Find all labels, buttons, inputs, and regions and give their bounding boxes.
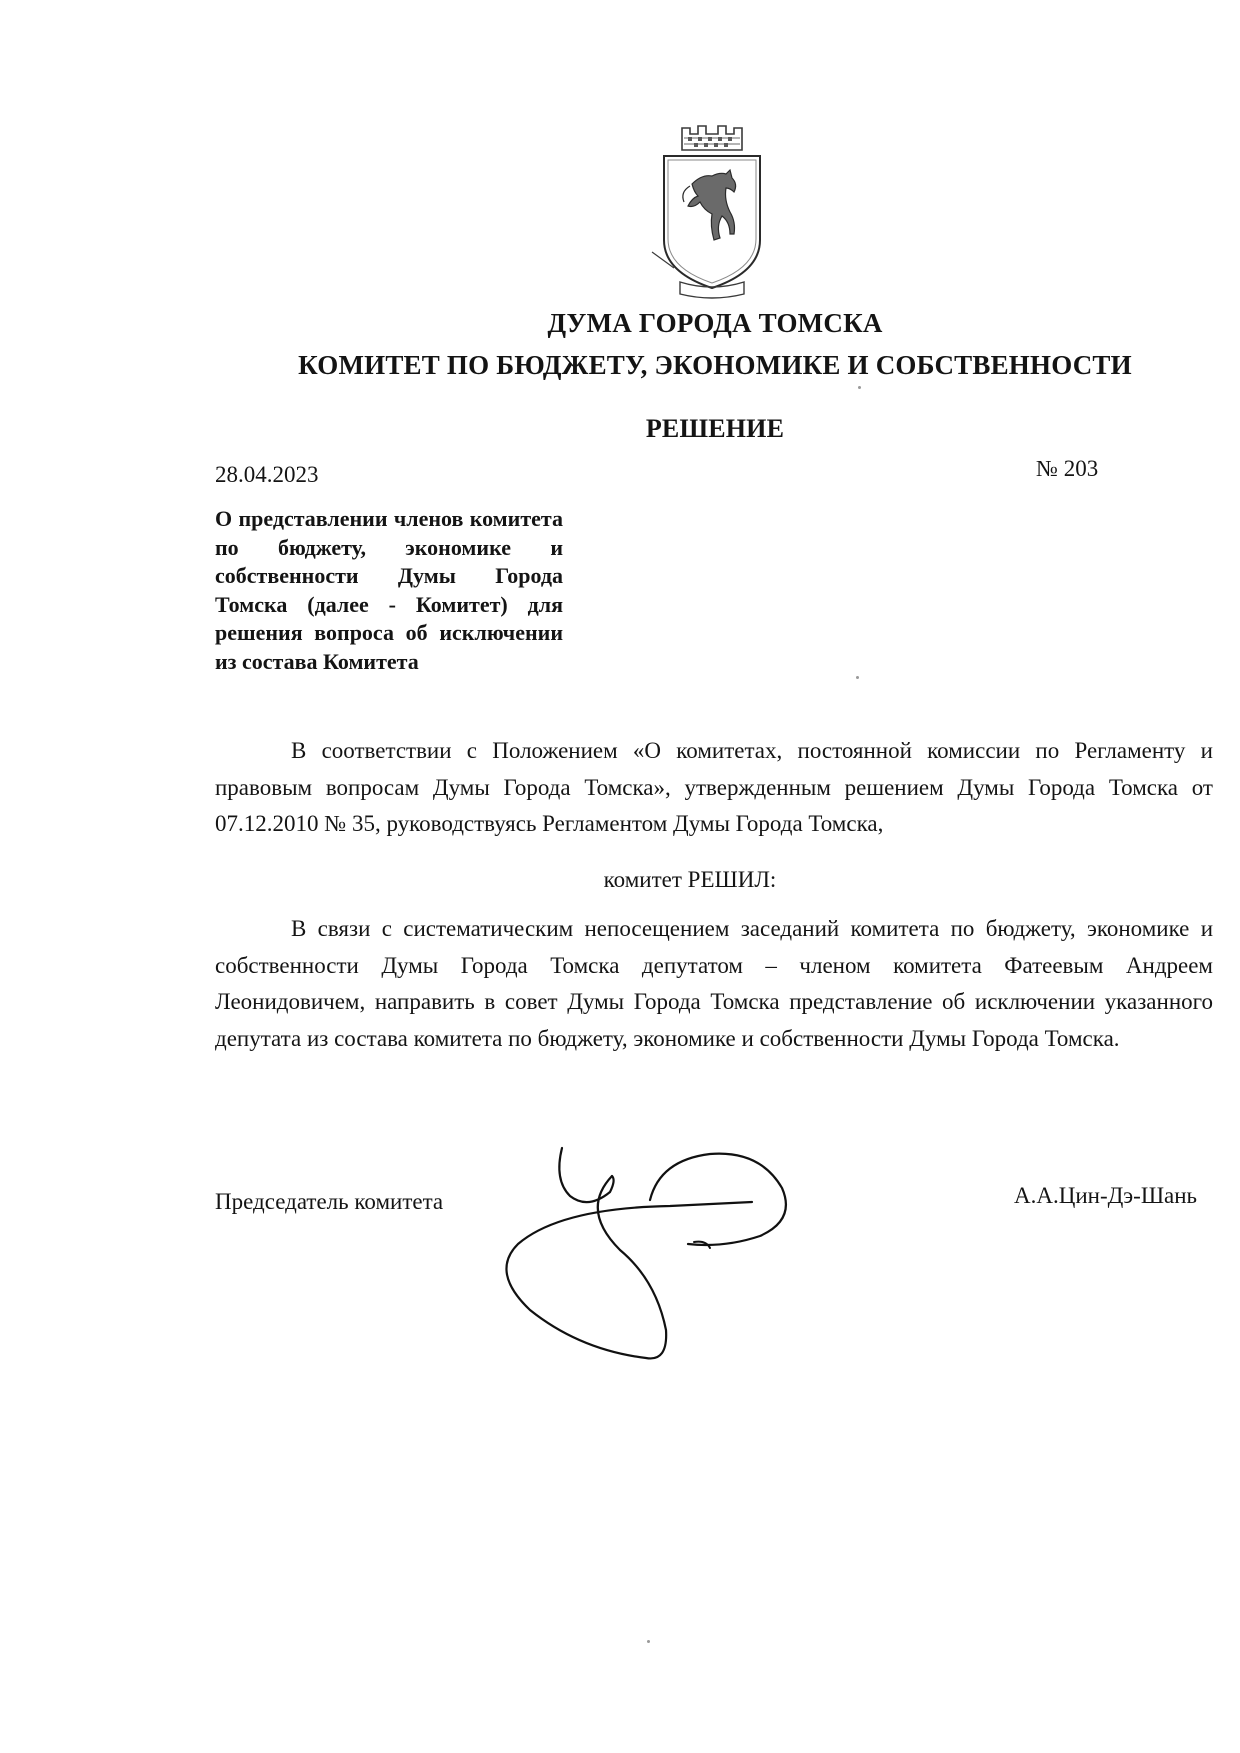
- scan-speck: [858, 386, 861, 389]
- scan-speck: [856, 676, 859, 679]
- handwritten-signature: [470, 1140, 870, 1370]
- chairman-label: Председатель комитета: [215, 1189, 444, 1214]
- document-type-title: РЕШЕНИЕ: [645, 414, 785, 443]
- organization-title: ДУМА ГОРОДА ТОМСКА: [547, 308, 883, 338]
- resolution-paragraph: В связи с систематическим непосещением заседаний комитета по бюджету, экономике и собственности Думы Города Томска депутатом – членом комитета Фатеевым Андреем Леонидовичем, направить в совет Думы Города Томска представление об исключении указанного депутата из состава комитета по бюджету, экономике и собственности Думы Города Томска.: [215, 916, 1213, 1051]
- document-subject: О представлении членов комитета по бюджету, экономике и собственности Думы Города Томска (далее - Комитет) для решения вопроса об исключении из состава Комитета: [215, 506, 563, 674]
- preamble-paragraph: В соответствии с Положением «О комитетах, постоянной комиссии по Регламенту и правовым вопросам Думы Города Томска», утвержденным решением Думы Города Томска от 07.12.2010 № 35, руководствуясь Регламентом Думы Города Томска,: [215, 738, 1213, 836]
- chairman-name: А.А.Цин-Дэ-Шань: [1014, 1183, 1198, 1208]
- committee-title: КОМИТЕТ ПО БЮДЖЕТУ, ЭКОНОМИКЕ И СОБСТВЕННОСТИ: [298, 350, 1132, 380]
- document-number: № 203: [1036, 456, 1099, 481]
- document-date: 28.04.2023: [215, 462, 319, 487]
- tomsk-coat-of-arms-icon: [650, 122, 774, 300]
- scan-speck: [647, 1640, 650, 1643]
- resolved-heading: комитет РЕШИЛ:: [603, 867, 777, 892]
